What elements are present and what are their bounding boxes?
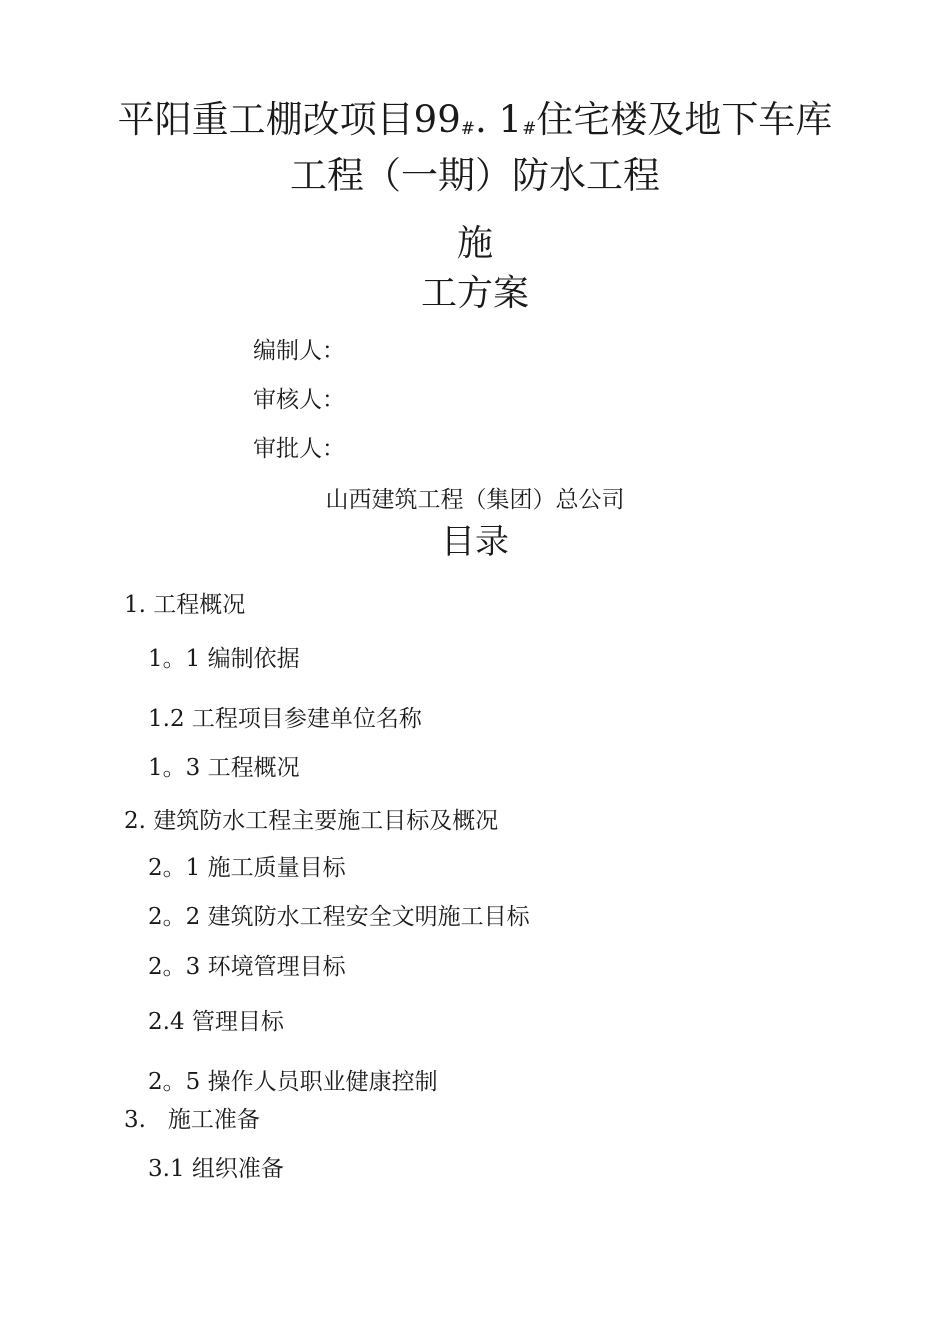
toc-item: 2。1 施工质量目标: [148, 855, 346, 881]
toc-item: 3. 施工准备: [124, 1107, 260, 1133]
toc-item: 1。1 编制依据: [148, 646, 300, 672]
reviewer-label: 审核人：: [253, 387, 345, 413]
document-title-line-2: 工程（一期）防水工程: [290, 154, 660, 197]
document-subtitle-line-2: 工方案: [420, 273, 529, 314]
toc-item: 2。5 操作人员职业健康控制: [148, 1069, 438, 1095]
toc-item: 2。3 环境管理目标: [148, 954, 346, 980]
title-part-3: 住宅楼及地下车库: [536, 98, 833, 141]
toc-item: 1。3 工程概况: [148, 755, 300, 781]
company-name: 山西建筑工程（集团）总公司: [325, 487, 625, 513]
toc-item: 2.4 管理目标: [148, 1009, 284, 1035]
title-hash-2: #: [522, 119, 537, 139]
toc-item: 2. 建筑防水工程主要施工目标及概况: [124, 808, 499, 834]
toc-item: 1.2 工程项目参建单位名称: [148, 706, 422, 732]
approver-label: 审批人：: [253, 436, 345, 462]
toc-item: 2。2 建筑防水工程安全文明施工目标: [148, 904, 530, 930]
toc-item: 1. 工程概况: [124, 592, 246, 618]
compiler-label: 编制人：: [253, 338, 345, 364]
toc-heading: 目录: [441, 522, 509, 562]
document-subtitle-line-1: 施: [456, 223, 493, 264]
title-part-1: 平阳重工棚改项目99: [117, 98, 461, 141]
title-part-2: . 1: [475, 98, 523, 141]
toc-item: 3.1 组织准备: [148, 1156, 284, 1182]
title-hash-1: #: [460, 119, 475, 139]
document-title-line-1: [0, 98, 950, 149]
